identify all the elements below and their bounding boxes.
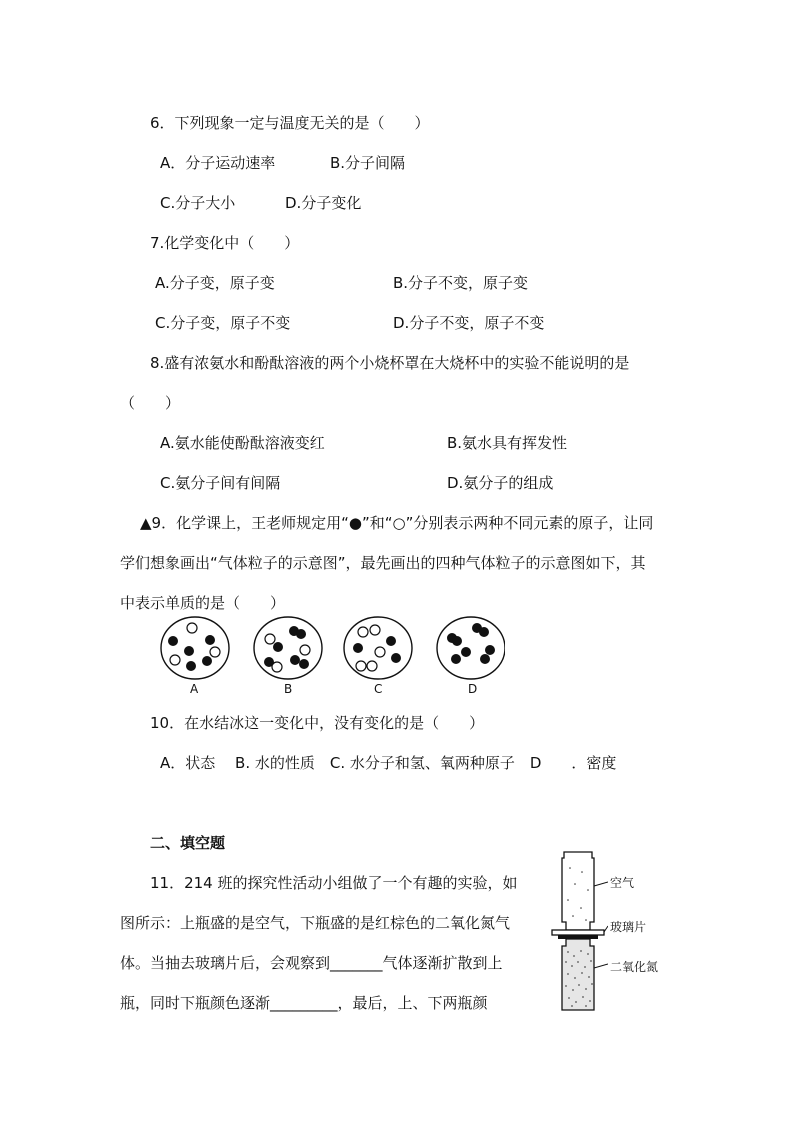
q6-option-c: C.分子大小 <box>160 194 236 212</box>
particle-diagram-a <box>161 617 229 679</box>
label-d: D <box>468 682 478 696</box>
q8-paren: （ ） <box>120 394 181 412</box>
label-a: A <box>190 682 199 696</box>
section-title: 二、填空题 <box>150 834 226 852</box>
q11-line4: 瓶，同时下瓶颜色逐渐_________，最后，上、下两瓶颜 <box>120 994 488 1012</box>
q7-option-b: B.分子不变，原子变 <box>393 274 529 292</box>
q9-line3: 中表示单质的是（ ） <box>120 594 286 612</box>
q6-stem: 6．下列现象一定与温度无关的是（ ） <box>150 114 430 132</box>
q11-line1: 11．214 班的探究性活动小组做了一个有趣的实验，如 <box>150 874 518 892</box>
particle-diagrams <box>155 614 505 696</box>
q6-option-a: A．分子运动速率 <box>160 154 276 172</box>
label-b: B <box>284 682 293 696</box>
bottle-diagram <box>548 850 608 1020</box>
q7-stem: 7.化学变化中（ ） <box>150 234 300 252</box>
q7-option-d: D.分子不变，原子不变 <box>393 314 545 332</box>
q6-option-b: B.分子间隔 <box>330 154 406 172</box>
q9-line1: ▲9．化学课上，王老师规定用“●”和“○”分别表示两种不同元素的原子，让同 <box>140 514 654 532</box>
q8-option-c: C.氨分子间有间隔 <box>160 474 281 492</box>
particle-diagram-b <box>254 617 322 679</box>
label-glass-plate: 玻璃片 <box>610 920 647 934</box>
q11-line3: 体。当抽去玻璃片后，会观察到_______气体逐渐扩散到上 <box>120 954 503 972</box>
particle-diagram-c <box>344 617 412 679</box>
q7-option-c: C.分子变，原子不变 <box>155 314 291 332</box>
label-air: 空气 <box>610 876 635 890</box>
q8-option-b: B.氨水具有挥发性 <box>447 434 568 452</box>
q9-line2: 学们想象画出“气体粒子的示意图”，最先画出的四种气体粒子的示意图如下，其 <box>120 554 646 572</box>
q11-line2: 图所示：上瓶盛的是空气，下瓶盛的是红棕色的二氧化氮气 <box>120 914 511 932</box>
particle-diagram-d <box>437 617 505 679</box>
label-no2: 二氧化氮 <box>610 960 659 974</box>
q8-stem: 8.盛有浓氨水和酚酞溶液的两个小烧杯罩在大烧杯中的实验不能说明的是 <box>150 354 630 372</box>
q8-option-d: D.氨分子的组成 <box>447 474 554 492</box>
label-c: C <box>374 682 383 696</box>
q7-option-a: A.分子变，原子变 <box>155 274 275 292</box>
q6-option-d: D.分子变化 <box>285 194 362 212</box>
q10-stem: 10．在水结冰这一变化中，没有变化的是（ ） <box>150 714 485 732</box>
q10-options: A．状态 B. 水的性质 C. 水分子和氢、氧两种原子 D ．密度 <box>160 754 617 772</box>
q8-option-a: A.氨水能使酚酞溶液变红 <box>160 434 325 452</box>
